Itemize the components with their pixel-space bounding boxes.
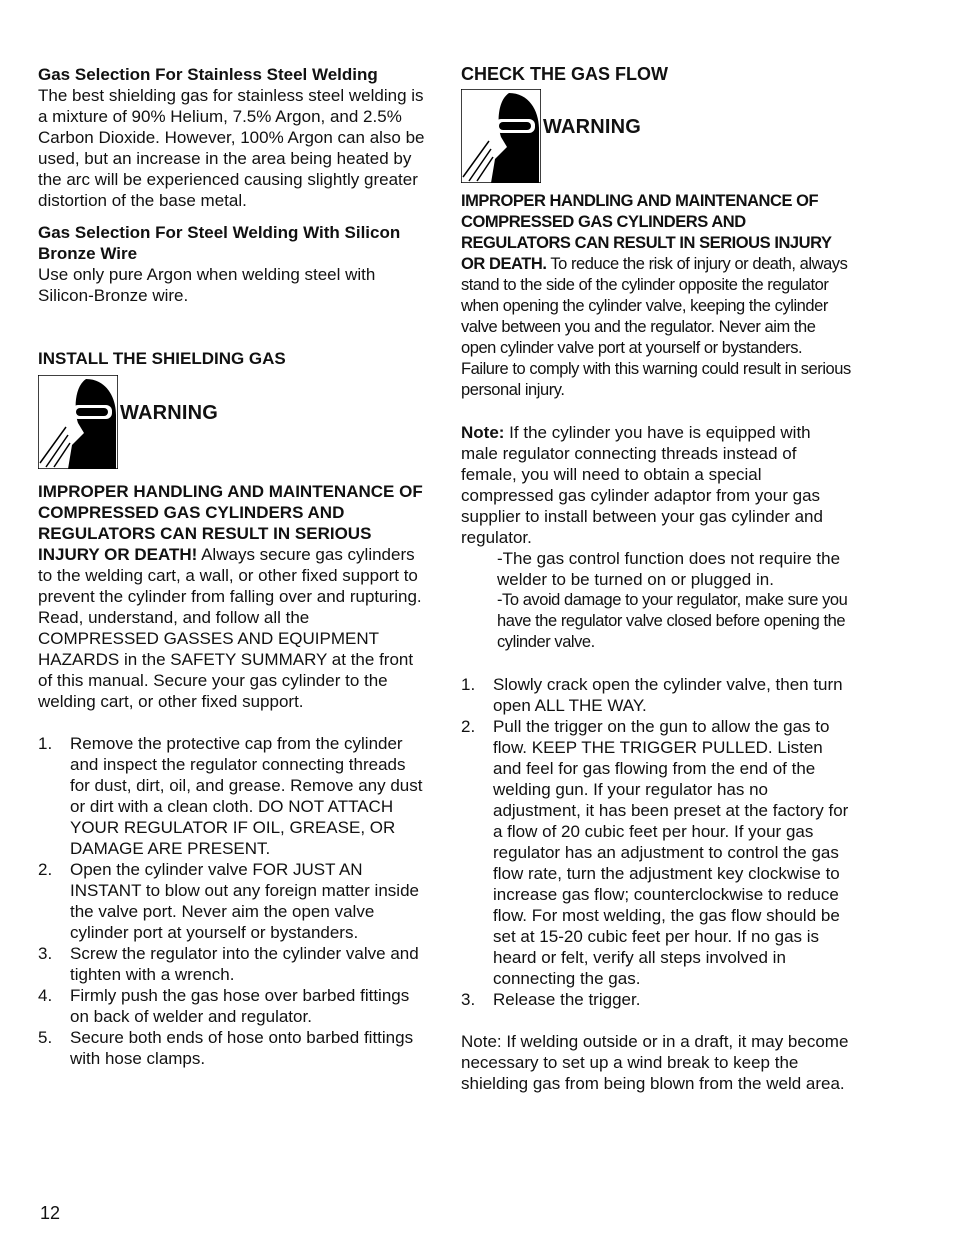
list-item: 3. Release the trigger. <box>461 990 641 1009</box>
cylinder-note <box>461 422 851 548</box>
install-warning-bold: IMPROPER HANDLING AND MAINTENANCE OF COMPRESSED GAS CYLINDERS AND REGULATORS CAN RESULT IN SERIOUS INJURY OR DEATH! <box>38 482 423 564</box>
list-item: 3. Screw the regulator into the cylinder valve and tighten with a wrench. <box>38 944 419 984</box>
list-item: 5. Secure both ends of hose onto barbed fittings with hose clamps. <box>38 1028 414 1068</box>
list-item: 2. Pull the trigger on the gun to allow the gas to flow. KEEP THE TRIGGER PULLED. Listen and feel for gas flowing from the end of the welding gun. If your regulator has no adjustment, it has been preset at the factory for a flow of 20 cubic feet per hour. If your gas regulator has an adjustment to control the gas flow rate, turn the adjustment key clockwise to increase gas flow; counterclockwise to reduce flow. For most welding, the gas flow should be set at 15-20 cubic feet per hour. If no gas is heard or felt, verify all steps involved in connecting the gas. <box>461 717 849 988</box>
warning-label: WARNING <box>543 116 642 138</box>
list-item: 2. Open the cylinder valve FOR JUST AN INSTANT to blow out any foreign matter inside the valve port. Never aim the open valve cylinder port at yourself or bystanders. <box>38 860 419 942</box>
silicon-bronze-body: Use only pure Argon when welding steel with Silicon-Bronze wire. <box>38 265 376 305</box>
warning-label: WARNING <box>120 402 219 424</box>
wind-break-note: Note: If welding outside or in a draft, it may become necessary to set up a wind break to keep the shielding gas from being blown from the weld area. <box>461 1032 849 1093</box>
sub-note-regulator: -To avoid damage to your regulator, make sure you have the regulator valve closed before opening the cylinder valve. <box>497 591 848 651</box>
welder-warning-icon <box>461 89 541 183</box>
check-warning-bold: IMPROPER HANDLING AND MAINTENANCE OF COMPRESSED GAS CYLINDERS AND REGULATORS CAN RESULT IN SERIOUS INJURY OR DEATH. <box>461 192 832 273</box>
list-item: 1. Remove the protective cap from the cylinder and inspect the regulator connecting threads for dust, dirt, oil, and grease. Remove any dust or dirt with a clean cloth. DO NOT ATTACH YOUR REGULATOR IF OIL, GREASE, OR DAMAGE ARE PRESENT. <box>38 734 423 858</box>
note-body: If the cylinder you have is equipped with male regulator connecting threads instead of female, you will need to obtain a special compressed gas cylinder adaptor from your gas supplier to install between your gas cylinder and regulator. <box>461 423 823 547</box>
list-item: 1. Slowly crack open the cylinder valve, then turn open ALL THE WAY. <box>461 675 843 715</box>
stainless-steel-heading: Gas Selection For Stainless Steel Welding <box>38 65 378 84</box>
install-warning-text <box>38 481 428 712</box>
install-steps-list <box>38 733 428 1069</box>
stainless-steel-body: The best shielding gas for stainless steel welding is a mixture of 90% Helium, 7.5% Argon, and 2.5% Carbon Dioxide. However, 100% Argon can also be used, but an increase in the area being heated by the arc will be experienced causing slightly greater distortion of the base metal. <box>38 86 425 210</box>
page-number: 12 <box>40 1203 61 1223</box>
welder-warning-icon <box>38 375 118 469</box>
check-steps-list <box>461 674 851 1010</box>
warning-block <box>461 89 851 183</box>
warning-block <box>38 375 428 469</box>
list-item: 4. Firmly push the gas hose over barbed fittings on back of welder and regulator. <box>38 986 410 1026</box>
silicon-bronze-heading: Gas Selection For Steel Welding With Silicon Bronze Wire <box>38 223 401 263</box>
check-warning-body: To reduce the risk of injury or death, always stand to the side of the cylinder opposite the regulator when opening the cylinder valve, keeping the cylinder valve between you and the regulator. Never aim the open cylinder valve port at yourself or bystanders. Failure to comply with this warning could result in serious personal injury. <box>461 255 851 399</box>
install-shielding-gas-title: INSTALL THE SHIELDING GAS <box>38 349 286 368</box>
sub-note-gas-control: -The gas control function does not require the welder to be turned on or plugged in. <box>497 549 841 589</box>
check-warning-text <box>461 191 851 401</box>
check-gas-flow-title: CHECK THE GAS FLOW <box>461 64 668 84</box>
install-warning-body: Always secure gas cylinders to the welding cart, a wall, or other fixed support to prevent the cylinder from falling over and rupturing. Read, understand, and follow all the COMPRESSED GASSES AND EQUIPMENT HAZARDS in the SAFETY SUMMARY at the front of this manual. Secure your gas cylinder to the welding cart, or other fixed support. <box>38 545 422 711</box>
note-label: Note: <box>461 423 505 442</box>
right-column <box>461 64 851 1094</box>
left-column <box>38 64 428 1069</box>
